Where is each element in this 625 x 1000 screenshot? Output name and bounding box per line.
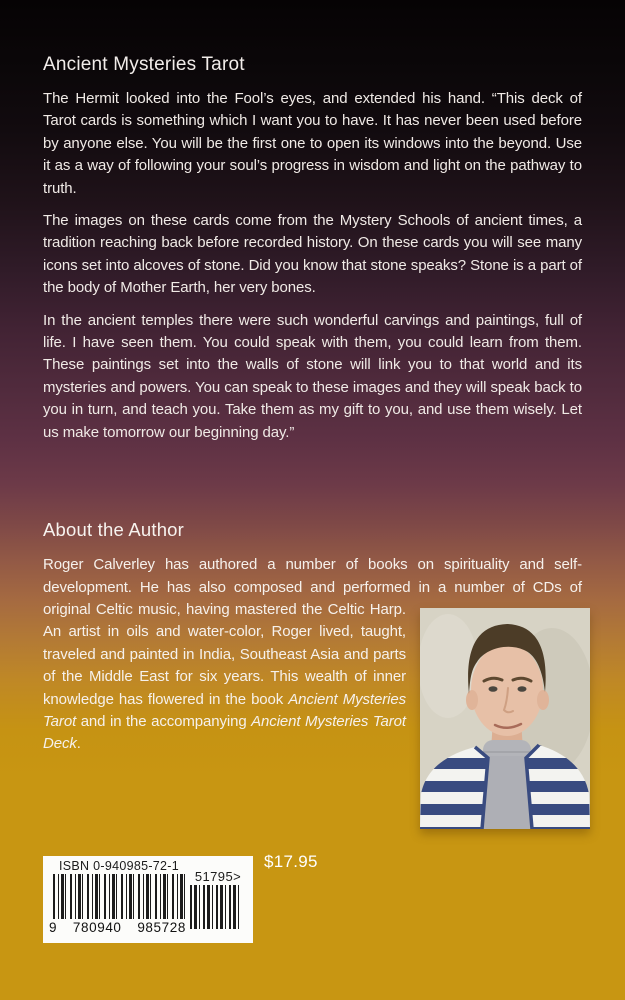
bio-text-1: Roger Calverley has authored a number of books on spirituality and self-development. He has also composed and performed in a number of CDs of bbox=[43, 556, 582, 596]
barcode bbox=[43, 856, 253, 943]
bio-text-2: original Celtic music, having mastered the Celtic Harp. An artist in oils and water-color, Roger lived, taught, traveled and painted in India, Southeast Asia and parts of the Middle East for six years. This wealth of inner knowledge has flowered in the book bbox=[43, 600, 406, 708]
intro-paragraph-2: The images on these cards come from the Mystery Schools of ancient times, a tradition reaching back before recorded history. On these cards you will see many icons set into alcoves of stone. Did you know that stone speaks? Stone is a part of the body of Mother Earth, her very bones. bbox=[43, 212, 582, 297]
ean-barcode bbox=[43, 856, 189, 943]
about-author-heading: About the Author bbox=[43, 519, 185, 541]
intro-paragraph-1: The Hermit looked into the Fool’s eyes, and extended his hand. “This deck of Tarot cards is something which I want you to have. It has never been used before by anyone else. You will be the first one to open its windows into the beyond. Use it as a way of following your soul’s progress in wisdom and light on the pathway to truth. bbox=[43, 90, 582, 197]
ean-digit-lead: 9 bbox=[49, 920, 58, 935]
book-title-italic: Ancient Mysteries Tarot bbox=[43, 690, 406, 730]
deck-title-italic: Ancient Mysteries Tarot Deck bbox=[43, 712, 406, 753]
ean-digits bbox=[49, 919, 189, 935]
isbn-label: ISBN 0-940985-72-1 bbox=[58, 859, 180, 873]
ean-digit-group-2: 985728 bbox=[137, 920, 186, 935]
intro-paragraph-3: In the ancient temples there were such wonderful carvings and paintings, full of life. I have seen them. You could speak with them, you could learn from them. These paintings set into the walls of stone will link you to that world and its mysteries and powers. You can speak to these images and they will speak back to you in turn, and teach you. Take them as my gift to you, and use them wisely. Let us make tomorrow our beginning day.” bbox=[43, 311, 582, 441]
supplement-barcode-bars-icon bbox=[190, 885, 242, 929]
author-bio bbox=[43, 554, 582, 756]
supplement-code: 51795> bbox=[194, 869, 242, 884]
author-photo bbox=[420, 608, 590, 829]
page-title: Ancient Mysteries Tarot bbox=[43, 54, 245, 75]
bio-text-4: . bbox=[76, 735, 81, 753]
bio-text-3: and in the accompanying bbox=[76, 712, 252, 730]
ean-digit-group-1: 780940 bbox=[72, 920, 122, 935]
ean-barcode-bars-icon bbox=[53, 874, 187, 919]
price-label: $17.95 bbox=[264, 852, 318, 871]
supplement-barcode bbox=[189, 856, 247, 943]
